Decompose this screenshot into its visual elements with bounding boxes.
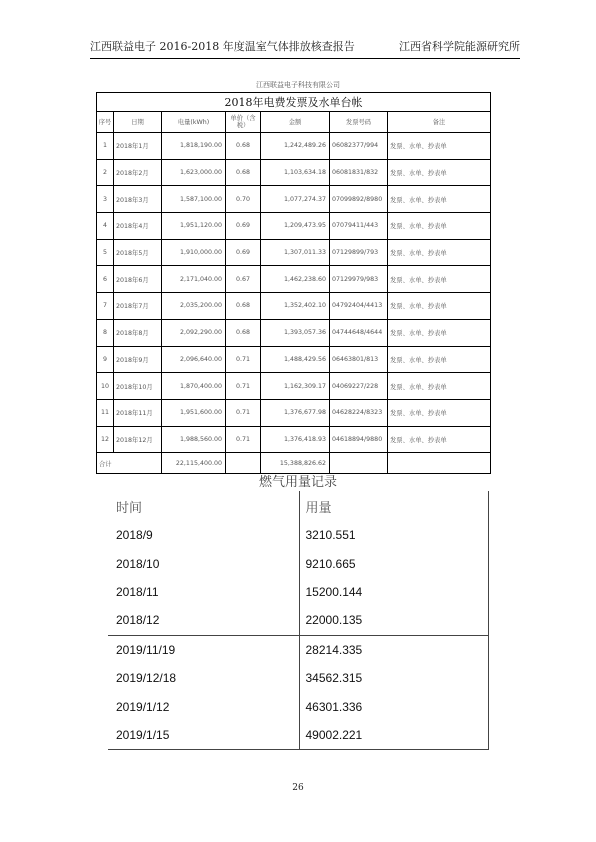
table-cell: 07099892/8980 — [330, 186, 388, 213]
table-cell: 发票、水单、抄表单 — [388, 373, 491, 400]
gas-header-time: 时间 — [116, 499, 143, 515]
table-cell: 07129979/983 — [330, 266, 388, 293]
table-cell: 2018年3月 — [114, 186, 162, 213]
table-row — [97, 293, 491, 320]
total-label: 合计 — [97, 453, 162, 474]
table-cell: 发票、水单、抄表单 — [388, 346, 491, 373]
table-cell: 5 — [97, 239, 114, 266]
column-header: 备注 — [388, 112, 491, 133]
table-cell: 1,242,489.26 — [261, 133, 330, 160]
table-cell: 1,162,309.17 — [261, 373, 330, 400]
table-cell: 1,988,560.00 — [162, 426, 226, 453]
table-cell: 8 — [97, 319, 114, 346]
table-cell: 0.69 — [226, 213, 261, 240]
table-cell: 2,096,640.00 — [162, 346, 226, 373]
table-cell: 9 — [97, 346, 114, 373]
gas-usage-value: 3210.551 — [299, 521, 488, 549]
table-cell: 4 — [97, 213, 114, 240]
table-cell: 0.68 — [226, 293, 261, 320]
table-cell: 2018年12月 — [114, 426, 162, 453]
table-cell: 06463801/813 — [330, 346, 388, 373]
bill-table-header-row — [97, 112, 491, 133]
table-cell: 3 — [97, 186, 114, 213]
gas-table-row — [108, 721, 488, 750]
table-row — [97, 319, 491, 346]
gas-record-title: 燃气用量记录 — [258, 475, 337, 490]
table-cell: 06081831/832 — [330, 159, 388, 186]
table-row — [97, 346, 491, 373]
table-cell: 2,092,290.00 — [162, 319, 226, 346]
table-cell: 0.71 — [226, 399, 261, 426]
company-name: 江西联益电子科技有限公司 — [256, 81, 340, 89]
table-cell: 1,951,600.00 — [162, 399, 226, 426]
table-cell: 06082377/994 — [330, 133, 388, 160]
table-row — [97, 159, 491, 186]
gas-table-row — [108, 635, 488, 664]
table-cell: 发票、水单、抄表单 — [388, 159, 491, 186]
table-cell: 2018年8月 — [114, 319, 162, 346]
table-row — [97, 266, 491, 293]
total-amount: 15,388,826.62 — [261, 453, 330, 474]
column-header: 单价（含税） — [226, 112, 261, 133]
gas-date: 2019/1/12 — [116, 699, 170, 714]
electricity-bill-table — [96, 92, 491, 474]
table-cell: 发票、水单、抄表单 — [388, 239, 491, 266]
gas-table-header-row — [108, 491, 488, 521]
table-cell: 0.67 — [226, 266, 261, 293]
table-cell: 04628224/8323 — [330, 399, 388, 426]
gas-date: 2019/11/19 — [108, 635, 299, 664]
table-cell: 2,035,200.00 — [162, 293, 226, 320]
gas-table-row — [108, 606, 488, 635]
column-header: 日期 — [114, 112, 162, 133]
table-cell: 发票、水单、抄表单 — [388, 399, 491, 426]
table-cell: 0.71 — [226, 373, 261, 400]
table-row — [97, 373, 491, 400]
table-cell: 12 — [97, 426, 114, 453]
table-cell: 04618894/9880 — [330, 426, 388, 453]
table-cell: 1,393,057.36 — [261, 319, 330, 346]
gas-usage-value: 28214.335 — [299, 635, 488, 664]
column-header: 电量(kWh) — [162, 112, 226, 133]
table-cell: 0.68 — [226, 159, 261, 186]
header-report-title: 江西联益电子 2016-2018 年度温室气体排放核查报告 — [90, 40, 355, 53]
table-cell: 1,352,402.10 — [261, 293, 330, 320]
table-cell: 1,488,429.56 — [261, 346, 330, 373]
bill-table-title: 2018年电费发票及水单台帐 — [97, 93, 491, 112]
table-cell: 2,171,040.00 — [162, 266, 226, 293]
table-cell: 1,462,238.60 — [261, 266, 330, 293]
table-cell: 0.68 — [226, 319, 261, 346]
table-cell: 1,623,000.00 — [162, 159, 226, 186]
gas-usage-value: 46301.336 — [299, 692, 488, 720]
table-cell: 2018年2月 — [114, 159, 162, 186]
gas-table-row — [108, 692, 488, 720]
table-cell: 1 — [97, 133, 114, 160]
table-cell: 发票、水单、抄表单 — [388, 319, 491, 346]
table-cell: 7 — [97, 293, 114, 320]
table-cell: 0.70 — [226, 186, 261, 213]
page-header — [90, 38, 520, 54]
gas-table-row — [108, 521, 488, 549]
gas-usage-value: 34562.315 — [299, 664, 488, 692]
table-cell: 发票、水单、抄表单 — [388, 266, 491, 293]
table-cell: 发票、水单、抄表单 — [388, 186, 491, 213]
gas-date: 2019/12/18 — [116, 671, 177, 686]
gas-usage-value: 9210.665 — [299, 549, 488, 577]
gas-table-row — [108, 664, 488, 692]
table-cell: 2 — [97, 159, 114, 186]
table-cell: 发票、水单、抄表单 — [388, 293, 491, 320]
table-cell: 2018年10月 — [114, 373, 162, 400]
header-institute: 江西省科学院能源研究所 — [399, 40, 520, 53]
gas-date: 2019/1/15 — [108, 721, 299, 750]
gas-date: 2018/12 — [116, 613, 160, 628]
table-cell: 07079411/443 — [330, 213, 388, 240]
table-cell: 2018年1月 — [114, 133, 162, 160]
gas-table-row — [108, 578, 488, 606]
table-cell: 07129899/793 — [330, 239, 388, 266]
gas-table-row — [108, 549, 488, 577]
gas-header-usage: 用量 — [299, 491, 488, 521]
table-cell: 0.69 — [226, 239, 261, 266]
table-cell: 1,870,400.00 — [162, 373, 226, 400]
table-cell: 发票、水单、抄表单 — [388, 133, 491, 160]
table-row — [97, 239, 491, 266]
table-cell: 6 — [97, 266, 114, 293]
column-header: 发票号码 — [330, 112, 388, 133]
gas-date: 2018/10 — [116, 556, 160, 571]
table-cell: 2018年7月 — [114, 293, 162, 320]
column-header: 序号 — [97, 112, 114, 133]
table-cell: 1,209,473.95 — [261, 213, 330, 240]
table-cell: 04792404/4413 — [330, 293, 388, 320]
total-kwh: 22,115,400.00 — [162, 453, 226, 474]
gas-usage-value: 49002.221 — [299, 721, 488, 750]
gas-date: 2018/9 — [116, 528, 153, 543]
gas-usage-table — [108, 491, 489, 750]
table-cell: 0.71 — [226, 426, 261, 453]
table-row — [97, 186, 491, 213]
table-cell: 1,951,120.00 — [162, 213, 226, 240]
table-cell: 04744648/4644 — [330, 319, 388, 346]
table-cell: 0.68 — [226, 133, 261, 160]
table-cell: 发票、水单、抄表单 — [388, 426, 491, 453]
gas-date: 2018/11 — [116, 584, 159, 599]
table-cell: 11 — [97, 399, 114, 426]
header-divider — [90, 58, 520, 59]
table-cell: 1,376,677.98 — [261, 399, 330, 426]
page-number: 26 — [292, 783, 304, 793]
table-row — [97, 213, 491, 240]
table-cell: 2018年5月 — [114, 239, 162, 266]
table-row — [97, 426, 491, 453]
table-cell: 1,103,634.18 — [261, 159, 330, 186]
table-row — [97, 133, 491, 160]
table-cell: 0.71 — [226, 346, 261, 373]
table-cell: 1,587,100.00 — [162, 186, 226, 213]
table-cell: 04069227/228 — [330, 373, 388, 400]
table-cell: 1,077,274.37 — [261, 186, 330, 213]
gas-usage-value: 22000.135 — [299, 606, 488, 635]
gas-usage-value: 15200.144 — [299, 578, 488, 606]
table-cell: 1,307,011.33 — [261, 239, 330, 266]
column-header: 金额 — [261, 112, 330, 133]
table-cell: 1,818,190.00 — [162, 133, 226, 160]
table-row — [97, 399, 491, 426]
table-cell: 发票、水单、抄表单 — [388, 213, 491, 240]
bill-table-title-row — [97, 93, 491, 112]
table-cell: 2018年11月 — [114, 399, 162, 426]
table-cell: 2018年9月 — [114, 346, 162, 373]
table-cell: 1,910,000.00 — [162, 239, 226, 266]
table-cell: 2018年6月 — [114, 266, 162, 293]
table-cell: 1,376,418.93 — [261, 426, 330, 453]
table-cell: 2018年4月 — [114, 213, 162, 240]
table-cell: 10 — [97, 373, 114, 400]
